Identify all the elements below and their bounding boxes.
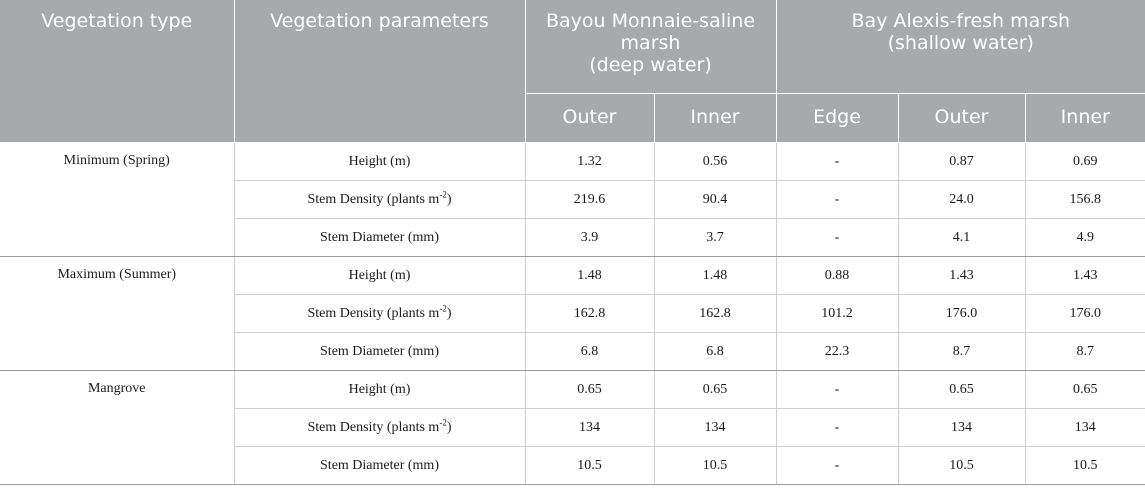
parameter-label-close: ) — [446, 305, 452, 321]
value-cell: 4.1 — [898, 219, 1025, 257]
table-body — [0, 143, 1145, 485]
table-header — [0, 0, 1145, 143]
value-cell: 162.8 — [525, 295, 654, 333]
table-row — [0, 257, 1145, 295]
value-cell: 22.3 — [776, 333, 898, 371]
value-cell: 90.4 — [654, 181, 776, 219]
value-cell: - — [776, 371, 898, 409]
value-cell: 0.87 — [898, 143, 1025, 181]
value-cell: 3.7 — [654, 219, 776, 257]
unit-exponent: -2 — [439, 302, 447, 313]
value-cell: 156.8 — [1025, 181, 1145, 219]
value-cell: 6.8 — [654, 333, 776, 371]
subheader-edge: Edge — [776, 94, 898, 143]
vegetation-type-cell: Mangrove — [0, 371, 234, 485]
value-cell: 134 — [1025, 409, 1145, 447]
parameter-cell: Stem Diameter (mm) — [234, 447, 525, 485]
site-depth: (shallow water) — [887, 32, 1034, 54]
value-cell: 1.48 — [525, 257, 654, 295]
value-cell: 10.5 — [654, 447, 776, 485]
parameter-cell — [234, 295, 525, 333]
site-depth: (deep water) — [589, 54, 712, 76]
value-cell: 0.56 — [654, 143, 776, 181]
parameter-label: Stem Density (plants m — [307, 419, 440, 435]
table-row — [0, 371, 1145, 409]
value-cell: 0.65 — [654, 371, 776, 409]
parameter-label-close: ) — [446, 191, 452, 207]
value-cell: 0.65 — [525, 371, 654, 409]
parameter-cell — [234, 181, 525, 219]
value-cell: 10.5 — [1025, 447, 1145, 485]
subheader-inner: Inner — [1025, 94, 1145, 143]
value-cell: - — [776, 409, 898, 447]
parameter-label: Stem Density (plants m — [307, 305, 440, 321]
value-cell: - — [776, 143, 898, 181]
value-cell: 0.69 — [1025, 143, 1145, 181]
parameter-cell: Stem Diameter (mm) — [234, 333, 525, 371]
site-name: Bay Alexis-fresh marsh — [851, 10, 1071, 32]
parameter-label-close: ) — [446, 419, 452, 435]
subheader-inner: Inner — [654, 94, 776, 143]
value-cell: 24.0 — [898, 181, 1025, 219]
value-cell: 134 — [525, 409, 654, 447]
value-cell: 134 — [654, 409, 776, 447]
unit-exponent: -2 — [439, 416, 447, 427]
parameter-cell — [234, 409, 525, 447]
header-site-bay-alexis — [776, 0, 1145, 94]
vegetation-type-cell: Maximum (Summer) — [0, 257, 234, 371]
value-cell: 0.88 — [776, 257, 898, 295]
site-name: Bayou Monnaie-saline marsh — [545, 10, 756, 54]
value-cell: 6.8 — [525, 333, 654, 371]
value-cell: - — [776, 447, 898, 485]
parameter-cell: Height (m) — [234, 143, 525, 181]
value-cell: 8.7 — [1025, 333, 1145, 371]
vegetation-type-cell: Minimum (Spring) — [0, 143, 234, 257]
value-cell: 219.6 — [525, 181, 654, 219]
value-cell: 0.65 — [1025, 371, 1145, 409]
value-cell: 176.0 — [898, 295, 1025, 333]
value-cell: 3.9 — [525, 219, 654, 257]
value-cell: 10.5 — [525, 447, 654, 485]
parameter-cell: Height (m) — [234, 371, 525, 409]
header-vegetation-type: Vegetation type — [0, 0, 234, 143]
value-cell: - — [776, 181, 898, 219]
subheader-outer: Outer — [525, 94, 654, 143]
value-cell: 1.43 — [1025, 257, 1145, 295]
value-cell: 4.9 — [1025, 219, 1145, 257]
header-vegetation-parameters: Vegetation parameters — [234, 0, 525, 143]
value-cell: 8.7 — [898, 333, 1025, 371]
parameter-cell: Stem Diameter (mm) — [234, 219, 525, 257]
value-cell: 101.2 — [776, 295, 898, 333]
unit-exponent: -2 — [439, 188, 447, 199]
value-cell: 0.65 — [898, 371, 1025, 409]
parameter-cell: Height (m) — [234, 257, 525, 295]
table-row — [0, 143, 1145, 181]
value-cell: 1.48 — [654, 257, 776, 295]
subheader-outer: Outer — [898, 94, 1025, 143]
header-site-bayou-monnaie — [525, 0, 776, 94]
value-cell: 162.8 — [654, 295, 776, 333]
value-cell: 10.5 — [898, 447, 1025, 485]
parameter-label: Stem Density (plants m — [307, 191, 440, 207]
value-cell: 176.0 — [1025, 295, 1145, 333]
value-cell: - — [776, 219, 898, 257]
value-cell: 1.43 — [898, 257, 1025, 295]
value-cell: 134 — [898, 409, 1025, 447]
value-cell: 1.32 — [525, 143, 654, 181]
